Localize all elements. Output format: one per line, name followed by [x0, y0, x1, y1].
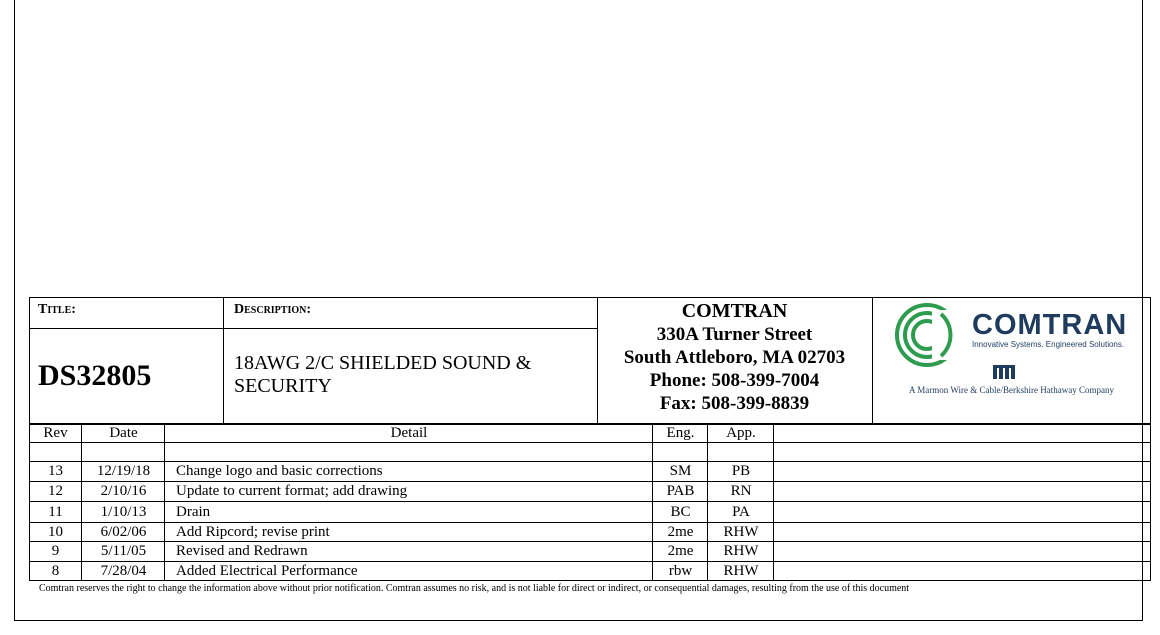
cell-date: 5/11/05 — [100, 543, 147, 559]
document-number: DS32805 — [38, 359, 152, 392]
cell-eng: BC — [670, 504, 691, 520]
cell-app: PB — [731, 463, 751, 479]
cell-app: RHW — [723, 543, 759, 559]
cell-eng: 2me — [667, 543, 694, 559]
cell-eng: rbw — [668, 563, 693, 579]
cell-rev: 10 — [48, 524, 63, 540]
company-name: COMTRAN — [681, 300, 788, 322]
cell-date: 2/10/16 — [100, 483, 147, 499]
cell-detail: Revised and Redrawn — [176, 543, 308, 559]
logo-wordmark — [972, 309, 1127, 349]
company-city: South Attleboro, MA 02703 — [623, 347, 846, 368]
comtran-ring-icon — [892, 300, 962, 370]
header-detail: Detail — [390, 425, 428, 441]
cell-app: RN — [730, 483, 752, 499]
header-date: Date — [109, 425, 138, 441]
marmon-m-icon — [992, 363, 1016, 381]
cell-rev: 13 — [48, 463, 63, 479]
header-eng: Eng. — [666, 425, 695, 441]
logo-word: COMTRAN — [972, 309, 1128, 341]
cell-rev: 11 — [48, 504, 63, 520]
logo-parent-company: A Marmon Wire & Cable/Berkshire Hathaway Company — [909, 385, 1114, 395]
disclaimer-footnote: Comtran reserves the right to change the information above without prior notification. Comtran assumes no risk, and is not liable for direct or indirect, or consequential damages, resulting from the use of this document — [39, 583, 910, 594]
cell-eng: SM — [669, 463, 692, 479]
header-app: App. — [726, 425, 756, 441]
cell-detail: Change logo and basic corrections — [176, 463, 383, 479]
company-logo — [872, 297, 1151, 423]
cell-date: 12/19/18 — [96, 463, 151, 479]
cell-detail: Drain — [176, 504, 211, 520]
cell-rev: 9 — [51, 543, 60, 559]
header-rev: Rev — [43, 425, 68, 441]
title-label: Title: — [38, 302, 76, 317]
company-street: 330A Turner Street — [656, 324, 813, 345]
company-fax: Fax: 508-399-8839 — [659, 393, 810, 414]
company-address-block — [597, 297, 872, 415]
description-label: Description: — [234, 302, 312, 317]
cell-app: RHW — [723, 563, 759, 579]
cell-rev: 8 — [51, 563, 60, 579]
product-description: 18AWG 2/C SHIELDED SOUND & SECURITY — [234, 352, 532, 397]
title-block — [29, 297, 1151, 425]
company-phone: Phone: 508-399-7004 — [649, 370, 820, 391]
cell-app: PA — [732, 504, 750, 520]
cell-detail: Added Electrical Performance — [176, 563, 358, 579]
cell-eng: 2me — [667, 524, 694, 540]
cell-detail: Update to current format; add drawing — [176, 483, 408, 499]
cell-date: 1/10/13 — [100, 504, 147, 520]
title-column-divider — [223, 297, 224, 424]
cell-date: 6/02/06 — [100, 524, 147, 540]
cell-eng: PAB — [666, 483, 695, 499]
logo-tagline: Innovative Systems. Engineered Solutions. — [972, 340, 1125, 349]
cell-rev: 12 — [48, 483, 63, 499]
cell-date: 7/28/04 — [100, 563, 147, 579]
cell-app: RHW — [723, 524, 759, 540]
cell-detail: Add Ripcord; revise print — [176, 524, 330, 540]
